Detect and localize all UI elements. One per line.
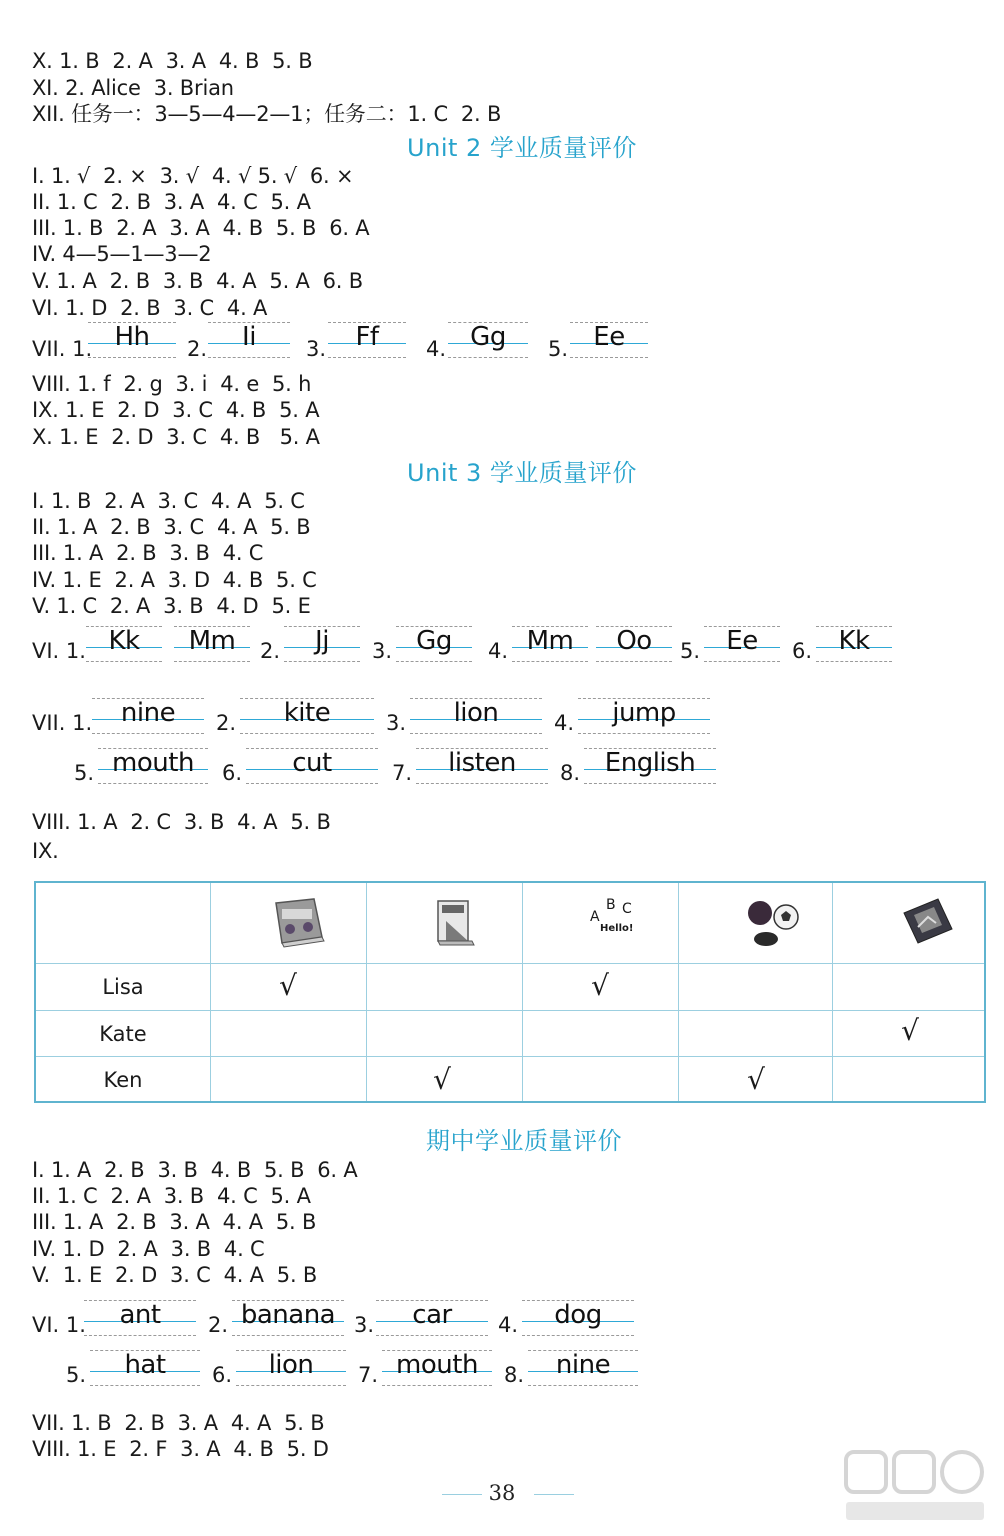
abc-hello-icon bbox=[586, 895, 646, 945]
write-answer: Kk bbox=[838, 626, 870, 656]
write-box bbox=[174, 626, 250, 662]
unit3-line-ix: IX. bbox=[32, 839, 59, 863]
item-number: 2. bbox=[187, 337, 208, 361]
midterm-vi-row2 bbox=[32, 1348, 972, 1392]
write-answer: Gg bbox=[416, 626, 452, 656]
item-number: 4. bbox=[554, 711, 575, 735]
unit2-line-viii: VIII. 1. f 2. g 3. i 4. e 5. h bbox=[32, 372, 312, 396]
midterm-line-viii: VIII. 1. E 2. F 3. A 4. B 5. D bbox=[32, 1437, 329, 1461]
item-number: 6. bbox=[792, 639, 813, 663]
write-answer: banana bbox=[240, 1300, 336, 1330]
watermark-logo bbox=[840, 1446, 990, 1526]
unit3-line-viii: VIII. 1. A 2. C 3. B 4. A 5. B bbox=[32, 810, 331, 834]
write-answer: cut bbox=[292, 748, 332, 778]
write-answer: Mm bbox=[188, 626, 236, 656]
hello-text: Hello! bbox=[600, 923, 634, 934]
midterm-line-iv: IV. 1. D 2. A 3. B 4. C bbox=[32, 1237, 265, 1261]
write-answer: English bbox=[604, 748, 696, 778]
unit2-line-x: X. 1. E 2. D 3. C 4. B 5. A bbox=[32, 425, 320, 449]
write-answer: Ee bbox=[593, 322, 625, 352]
write-answer: lion bbox=[453, 698, 499, 728]
table-rule bbox=[210, 883, 211, 1101]
item-number: 4. bbox=[488, 639, 509, 663]
write-box bbox=[90, 1350, 200, 1386]
midterm-line-i: I. 1. A 2. B 3. B 4. B 5. B 6. A bbox=[32, 1158, 358, 1182]
write-answer: mouth bbox=[112, 748, 194, 778]
unit3-vii-row2 bbox=[32, 746, 972, 790]
midterm-vi-row1 bbox=[32, 1298, 972, 1342]
unit2-line-ii: II. 1. C 2. B 3. A 4. C 5. A bbox=[32, 190, 311, 214]
write-answer: Ff bbox=[355, 322, 379, 352]
write-box bbox=[88, 322, 176, 358]
unit3-line-iii: III. 1. A 2. B 3. B 4. C bbox=[32, 541, 264, 565]
write-answer: Mm bbox=[526, 626, 574, 656]
write-box bbox=[98, 748, 208, 784]
write-box bbox=[86, 626, 162, 662]
write-box bbox=[578, 698, 710, 734]
page-number: 38 bbox=[488, 1481, 516, 1505]
table-rule bbox=[832, 883, 833, 1101]
write-answer: listen bbox=[448, 748, 516, 778]
write-answer: mouth bbox=[396, 1350, 478, 1380]
write-box bbox=[528, 1350, 638, 1386]
item-number: 2. bbox=[216, 711, 237, 735]
write-box bbox=[448, 322, 528, 358]
item-number: 2. bbox=[260, 639, 281, 663]
table-rule bbox=[366, 883, 367, 1101]
page-number-rule bbox=[534, 1494, 574, 1495]
table-rule bbox=[36, 1056, 984, 1057]
unit3-line-v: V. 1. C 2. A 3. B 4. D 5. E bbox=[32, 594, 311, 618]
unit3-vii-row1 bbox=[32, 696, 972, 740]
write-box bbox=[816, 626, 892, 662]
write-box bbox=[208, 322, 290, 358]
item-number: 8. bbox=[504, 1363, 525, 1387]
write-answer: car bbox=[412, 1300, 452, 1330]
write-answer: dog bbox=[554, 1300, 602, 1330]
write-answer: kite bbox=[283, 698, 331, 728]
item-number: 3. bbox=[386, 711, 407, 735]
balls-icon bbox=[740, 893, 804, 951]
item-number: 5. bbox=[680, 639, 701, 663]
unit2-line-ix: IX. 1. E 2. D 3. C 4. B 5. A bbox=[32, 398, 320, 422]
midterm-heading: 期中学业质量评价 bbox=[426, 1127, 622, 1155]
item-number: 6. bbox=[212, 1363, 233, 1387]
answer-line-x: X. 1. B 2. A 3. A 4. B 5. B bbox=[32, 49, 313, 73]
book-icon bbox=[270, 897, 330, 949]
abc-letter: A bbox=[590, 909, 600, 925]
student-name-kate: Kate bbox=[99, 1022, 147, 1046]
write-answer: nine bbox=[120, 698, 176, 728]
write-box bbox=[376, 1300, 488, 1336]
write-box bbox=[396, 626, 472, 662]
write-box bbox=[596, 626, 672, 662]
write-answer: Ii bbox=[242, 322, 256, 352]
answer-line-xi: XI. 2. Alice 3. Brian bbox=[32, 76, 234, 100]
item-number: 6. bbox=[222, 761, 243, 785]
unit2-heading: Unit 2 学业质量评价 bbox=[407, 134, 637, 162]
unit2-line-v: V. 1. A 2. B 3. B 4. A 5. A 6. B bbox=[32, 269, 363, 293]
midterm-line-v: V. 1. E 2. D 3. C 4. A 5. B bbox=[32, 1263, 318, 1287]
write-answer: Kk bbox=[108, 626, 140, 656]
ix-table bbox=[34, 881, 986, 1103]
table-rule bbox=[522, 883, 523, 1101]
tick-mark: √ bbox=[591, 969, 609, 1002]
abc-letter: B bbox=[606, 897, 616, 913]
tick-mark: √ bbox=[747, 1063, 765, 1096]
write-answer: Hh bbox=[114, 322, 150, 352]
unit2-vii-row bbox=[32, 320, 972, 364]
item-number: 2. bbox=[208, 1313, 229, 1337]
write-box bbox=[232, 1300, 344, 1336]
table-rule bbox=[678, 883, 679, 1101]
write-answer: jump bbox=[612, 698, 676, 728]
write-answer: Oo bbox=[616, 626, 652, 656]
table-rule bbox=[36, 1010, 984, 1011]
write-box bbox=[284, 626, 360, 662]
unit3-heading: Unit 3 学业质量评价 bbox=[407, 459, 637, 487]
table-rule bbox=[36, 963, 984, 964]
student-name-ken: Ken bbox=[103, 1068, 143, 1092]
write-box bbox=[410, 698, 542, 734]
photo-icon bbox=[900, 897, 956, 947]
unit2-vii-label: VII. 1. bbox=[32, 337, 93, 361]
write-answer: lion bbox=[268, 1350, 314, 1380]
midterm-line-iii: III. 1. A 2. B 3. A 4. A 5. B bbox=[32, 1210, 317, 1234]
write-box bbox=[522, 1300, 634, 1336]
unit3-line-i: I. 1. B 2. A 3. C 4. A 5. C bbox=[32, 489, 305, 513]
item-number: 7. bbox=[358, 1363, 379, 1387]
item-number: 8. bbox=[560, 761, 581, 785]
unit2-line-iv: IV. 4—5—1—3—2 bbox=[32, 242, 212, 266]
midterm-vi-label: VI. 1. bbox=[32, 1313, 86, 1337]
tick-mark: √ bbox=[901, 1014, 919, 1047]
unit2-line-vi: VI. 1. D 2. B 3. C 4. A bbox=[32, 296, 268, 320]
write-answer: Jj bbox=[315, 626, 329, 656]
write-box bbox=[512, 626, 588, 662]
answer-line-xii: XII. 任务一：3—5—4—2—1；任务二：1. C 2. B bbox=[32, 102, 502, 126]
item-number: 5. bbox=[74, 761, 95, 785]
write-box bbox=[704, 626, 780, 662]
write-answer: nine bbox=[555, 1350, 611, 1380]
midterm-line-ii: II. 1. C 2. A 3. B 4. C 5. A bbox=[32, 1184, 311, 1208]
item-number: 3. bbox=[372, 639, 393, 663]
item-number: 5. bbox=[548, 337, 569, 361]
unit3-vi-row bbox=[32, 624, 972, 668]
write-box bbox=[84, 1300, 196, 1336]
item-number: 3. bbox=[354, 1313, 375, 1337]
tick-mark: √ bbox=[433, 1063, 451, 1096]
notebook-icon bbox=[432, 897, 482, 949]
write-box bbox=[416, 748, 548, 784]
unit3-line-iv: IV. 1. E 2. A 3. D 4. B 5. C bbox=[32, 568, 317, 592]
item-number: 3. bbox=[306, 337, 327, 361]
write-answer: hat bbox=[124, 1350, 166, 1380]
write-box bbox=[328, 322, 406, 358]
unit3-vi-label: VI. 1. bbox=[32, 639, 86, 663]
write-answer: Gg bbox=[470, 322, 506, 352]
student-name-lisa: Lisa bbox=[102, 975, 144, 999]
unit3-line-ii: II. 1. A 2. B 3. C 4. A 5. B bbox=[32, 515, 311, 539]
write-box bbox=[236, 1350, 346, 1386]
unit2-line-i: I. 1. √ 2. × 3. √ 4. √ 5. √ 6. × bbox=[32, 164, 354, 188]
item-number: 5. bbox=[66, 1363, 87, 1387]
abc-letter: C bbox=[622, 901, 632, 917]
midterm-line-vii: VII. 1. B 2. B 3. A 4. A 5. B bbox=[32, 1411, 325, 1435]
item-number: 7. bbox=[392, 761, 413, 785]
tick-mark: √ bbox=[279, 969, 297, 1002]
item-number: 4. bbox=[498, 1313, 519, 1337]
write-box bbox=[382, 1350, 492, 1386]
unit3-vii-label: VII. 1. bbox=[32, 711, 93, 735]
write-box bbox=[240, 698, 374, 734]
write-box bbox=[584, 748, 716, 784]
unit2-line-iii: III. 1. B 2. A 3. A 4. B 5. B 6. A bbox=[32, 216, 370, 240]
write-answer: Ee bbox=[726, 626, 758, 656]
write-answer: ant bbox=[119, 1300, 161, 1330]
write-box bbox=[570, 322, 648, 358]
write-box bbox=[246, 748, 378, 784]
item-number: 4. bbox=[426, 337, 447, 361]
write-box bbox=[92, 698, 204, 734]
